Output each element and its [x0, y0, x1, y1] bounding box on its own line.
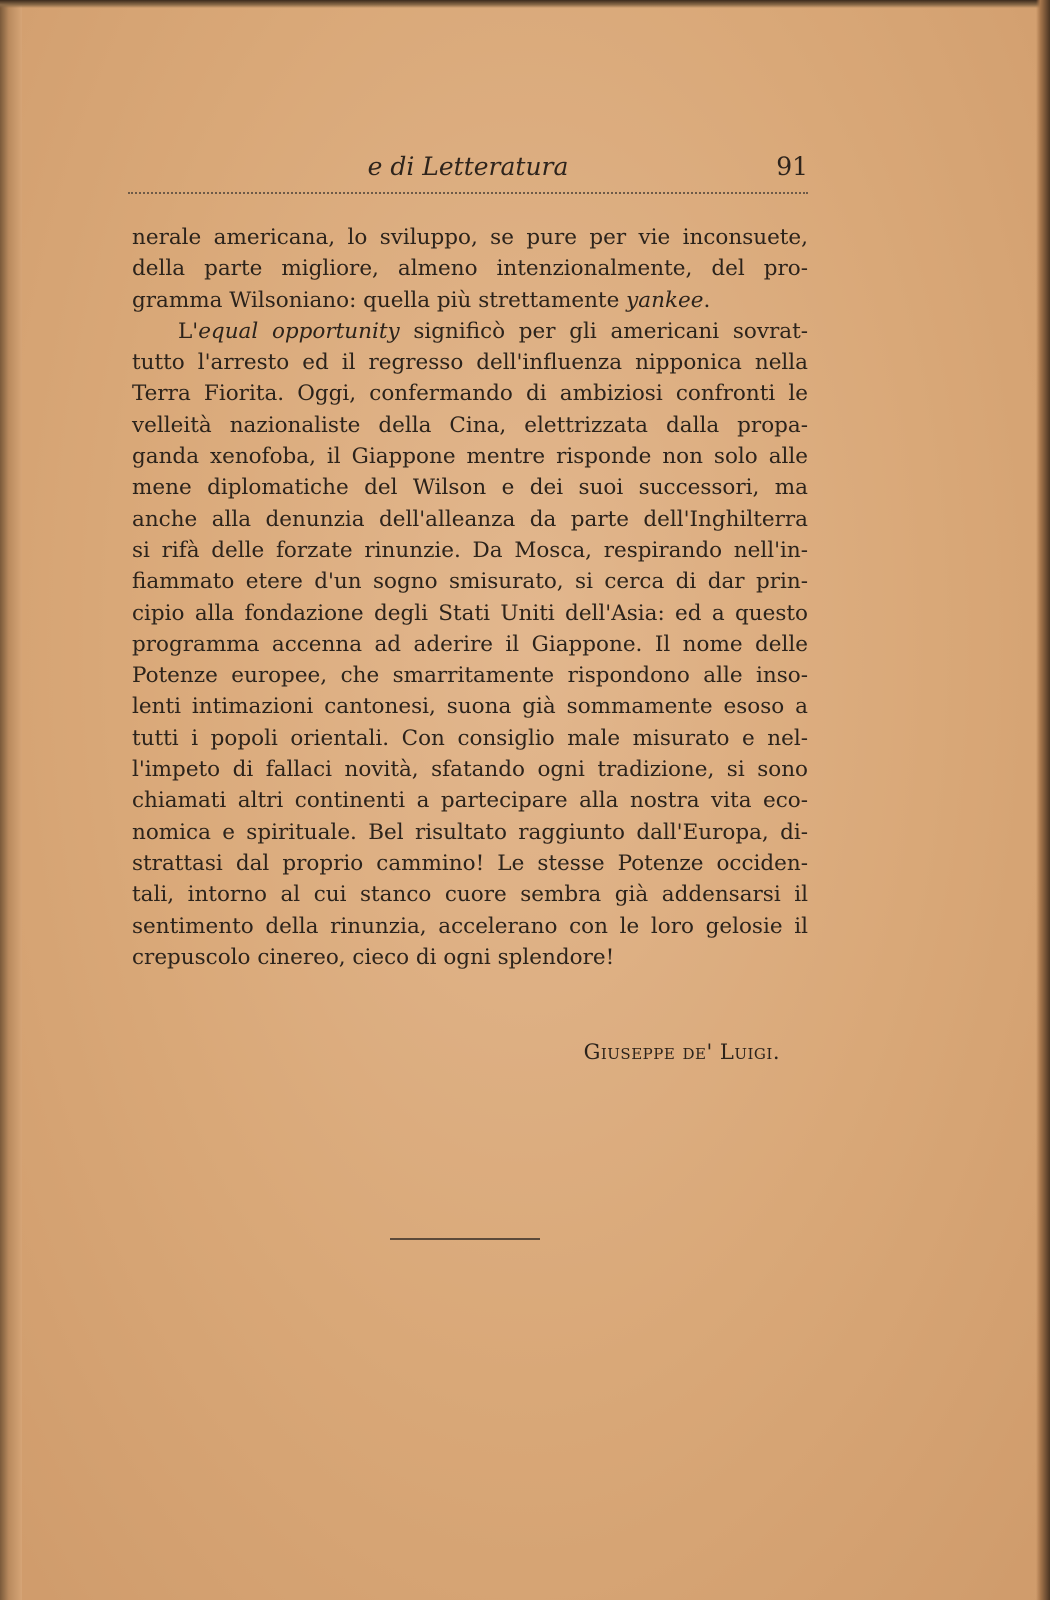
- text-line: Terra Fiorita. Oggi, confermando di ambiziosi confronti le: [132, 381, 808, 407]
- text-line: tali, intorno al cui stanco cuore sembra già addensarsi il: [132, 882, 808, 908]
- text-line: lenti intimazioni cantonesi, suona già sommamente esoso a: [132, 694, 808, 720]
- text-line: chiamati altri continenti a partecipare alla nostra vita eco-: [132, 788, 808, 814]
- text-segment: gramma Wilsoniano: quella più strettamente: [132, 287, 627, 313]
- text-line: velleità nazionaliste della Cina, elettrizzata dalla propa-: [132, 412, 808, 438]
- text-line: cipio alla fondazione degli Stati Uniti dell'Asia: ed a questo: [132, 600, 808, 626]
- page-number: 91: [776, 152, 808, 181]
- italic-term: equal opportunity: [198, 318, 400, 344]
- text-line: tutti i popoli orientali. Con consiglio male misurato e nel-: [132, 725, 808, 751]
- header-dotted-rule: [128, 192, 808, 194]
- text-line: [132, 285, 808, 316]
- text-line: strattasi dal proprio cammino! Le stesse Potenze occiden-: [132, 850, 808, 876]
- text-line: anche alla denunzia dell'alleanza da parte dell'Inghilterra: [132, 506, 808, 532]
- running-head: [128, 148, 808, 188]
- text-line: nerale americana, lo sviluppo, se pure per vie inconsuete,: [132, 225, 808, 250]
- text-segment: significò per gli americani sovrat-: [399, 318, 808, 344]
- text-line: Potenze europee, che smarritamente rispondono alle inso-: [132, 663, 808, 689]
- right-edge-shadow: [1036, 0, 1050, 1600]
- text-line: [132, 316, 808, 347]
- text-line: crepuscolo cinereo, cieco di ogni splendore!: [132, 944, 615, 970]
- text-line: della parte migliore, almeno intenzionalmente, del pro-: [132, 256, 808, 282]
- text-line: tutto l'arresto ed il regresso dell'influenza nipponica nella: [132, 350, 808, 376]
- text-line: si rifà delle forzate rinunzie. Da Mosca, respirando nell'in-: [132, 537, 808, 563]
- text-segment: L': [178, 318, 199, 344]
- text-line: l'impeto di fallaci novità, sfatando ogni tradizione, si sono: [132, 757, 808, 783]
- text-segment: .: [703, 287, 711, 313]
- body-text: [132, 222, 808, 973]
- binding-shadow: [0, 0, 22, 1600]
- end-rule: [390, 1238, 540, 1240]
- text-line: ganda xenofoba, il Giappone mentre risponde non solo alle: [132, 444, 808, 470]
- author-signature: Giuseppe de' Luigi.: [583, 1040, 780, 1064]
- text-line: programma accenna ad aderire il Giappone. Il nome delle: [132, 631, 808, 657]
- italic-term: yankee: [626, 287, 704, 313]
- running-title: e di Letteratura: [367, 152, 569, 181]
- text-line: nomica e spirituale. Bel risultato raggiunto dall'Europa, di-: [132, 819, 808, 845]
- text-line: fiammato etere d'un sogno smisurato, si cerca di dar prin-: [132, 569, 808, 595]
- text-line: sentimento della rinunzia, accelerano con le loro gelosie il: [132, 913, 808, 939]
- text-line: mene diplomatiche del Wilson e dei suoi successori, ma: [132, 475, 808, 501]
- top-edge-shadow: [0, 0, 1050, 8]
